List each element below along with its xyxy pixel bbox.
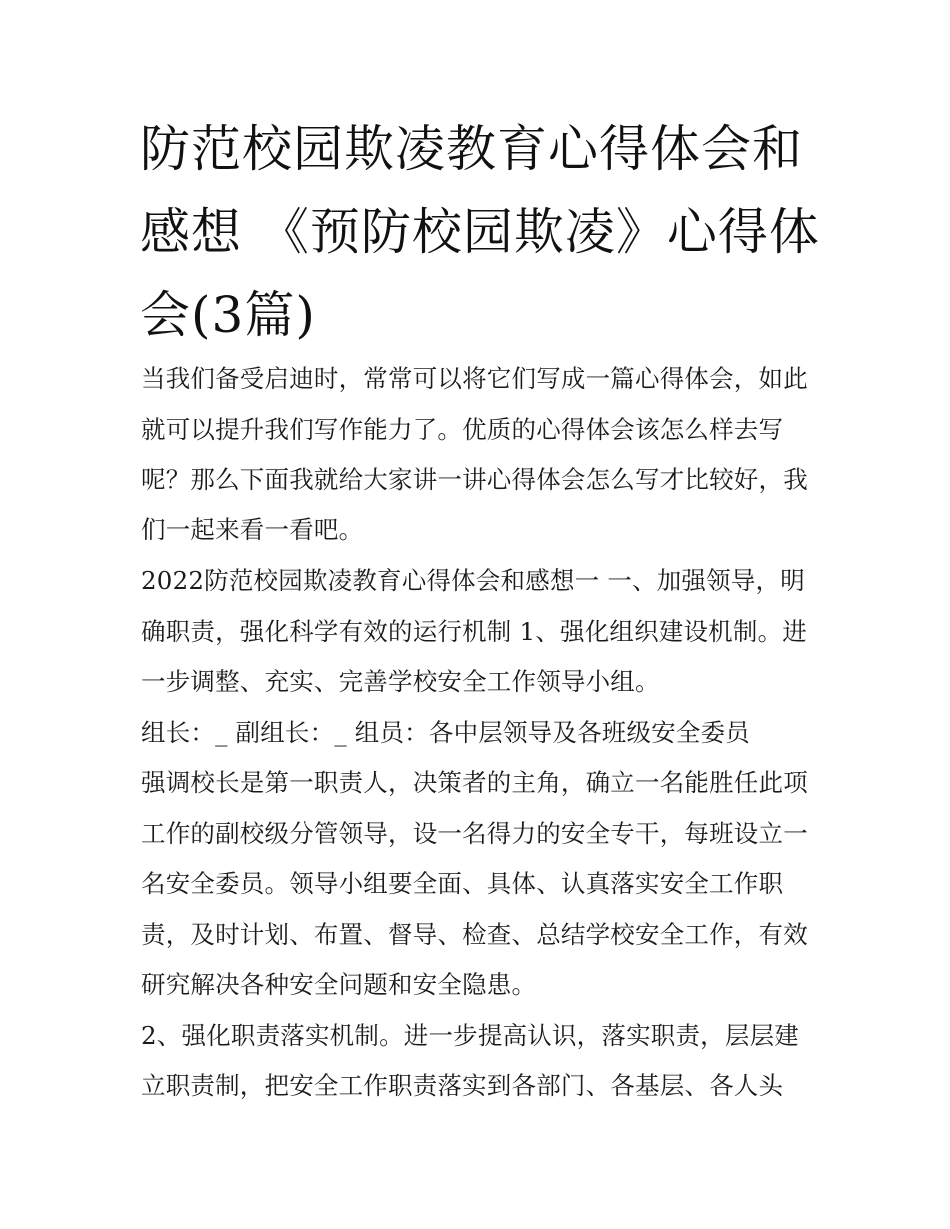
body-line: 2022防范校园欺凌教育心得体会和感想一 一、加强领导，明 [141,566,805,595]
body-line: 立职责制，把安全工作职责落实到各部门、各基层、各人头 [141,1071,784,1100]
body-line: 就可以提升我们写作能力了。优质的心得体会该怎么样去写 [141,415,784,444]
body-line: 们一起来看一看吧。 [141,515,364,544]
document-title: 防范校园欺凌教育心得体会和感想 《预防校园欺凌》心得体会(3篇) [140,120,820,344]
body-line: 当我们备受启迪时，常常可以将它们写成一篇心得体会，如此 [141,364,808,393]
body-line: 工作的副校级分管领导，设一名得力的安全专干，每班设立一 [141,819,808,848]
body-line: 强调校长是第一职责人，决策者的主角，确立一名能胜任此项 [141,768,808,797]
body-line: 研究解决各种安全问题和安全隐患。 [141,970,537,999]
body-line: 确职责，强化科学有效的运行机制 1、强化组织建设机制。进 [141,617,807,646]
body-line: 责，及时计划、布置、督导、检查、总结学校安全工作，有效 [141,920,808,949]
body-line: 名安全委员。领导小组要全面、具体、认真落实安全工作职 [141,869,784,898]
body-line: 2、强化职责落实机制。进一步提高认识，落实职责，层层建 [141,1021,799,1050]
body-line: 呢？那么下面我就给大家讲一讲心得体会怎么写才比较好，我 [141,465,808,494]
body-line: 一步调整、充实、完善学校安全工作领导小组。 [141,667,660,696]
body-line: 组长：_ 副组长：_ 组员：各中层领导及各班级安全委员 [141,718,750,747]
